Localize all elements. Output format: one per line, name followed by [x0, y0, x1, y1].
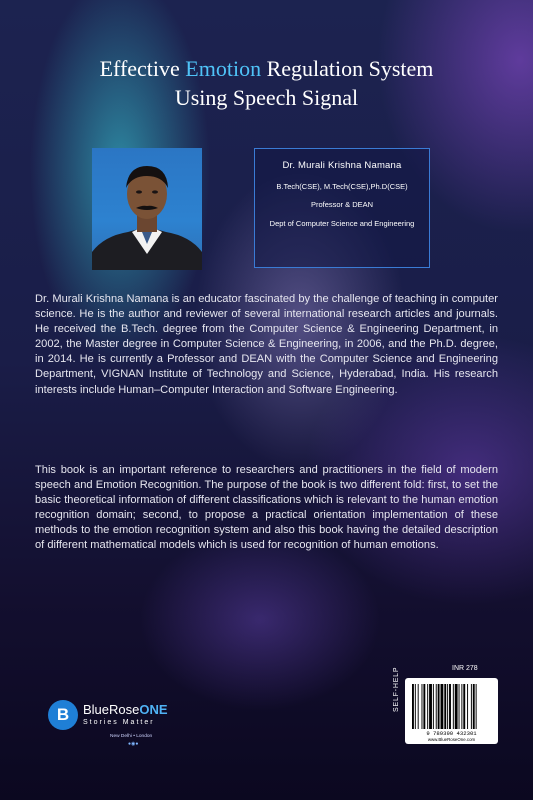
title-accent-word: Emotion [185, 56, 262, 81]
author-bio-paragraph: Dr. Murali Krishna Namana is an educator fascinated by the challenge of teaching in computer science. He is the author and reviewer of several international research articles and journals. He received the B.Tech. degree from the Computer Science & Engineering Department, in 2002, the Master degree in Computer Science & Engineering, in 2006, and the Ph.D. degree, in 2014. He is currently a Professor and DEAN with the Computer Science and Engineering Department, VIGNAN Institute of Technology and Science, Hyderabad, India. His research interests include Human–Computer Interaction and Software Engineering. [35, 293, 498, 396]
author-info-box [254, 148, 430, 268]
author-qualifications: B.Tech(CSE), M.Tech(CSE),Ph.D(CSE) [276, 182, 408, 191]
barcode-bars-icon [412, 684, 491, 729]
isbn-digits: 9 789390 432301 [426, 730, 477, 737]
isbn-barcode [405, 678, 498, 744]
publisher-emblem-icon: B [48, 700, 78, 730]
publisher-cities: New Delhi • London [110, 734, 153, 739]
publisher-tagline: Stories Matter [83, 719, 155, 726]
publisher-name: BlueRoseONE [83, 702, 168, 717]
author-name: Dr. Murali Krishna Namana [282, 160, 402, 171]
title-line-2: Using Speech Signal [174, 85, 359, 110]
author-designation: Professor & DEAN [310, 200, 374, 209]
title-line-1: Effective Emotion Regulation System [99, 56, 434, 81]
book-description-paragraph: This book is an important reference to researchers and practitioners in the field of modern speech and Emotion Recognition. The purpose of the book is two different fold: first, to set the basic theoretical information of different classifications which is relevant to the human emotion recognition domain; second, to propose a practical orientation implementation of these methods to the emotion recognition system and also this book having the detailed description of different mathematical models which is used for recognition of human emotions. [35, 464, 498, 552]
social-icons: ●◉● [128, 741, 139, 747]
author-photo [92, 148, 202, 270]
publisher-website: www.BlueRoseOne.com [427, 737, 476, 742]
book-title [0, 54, 533, 112]
author-department: Dept of Computer Science and Engineering [269, 219, 415, 228]
price-label: INR 278 [452, 665, 478, 672]
category-label: SELF-HELP [393, 666, 400, 712]
